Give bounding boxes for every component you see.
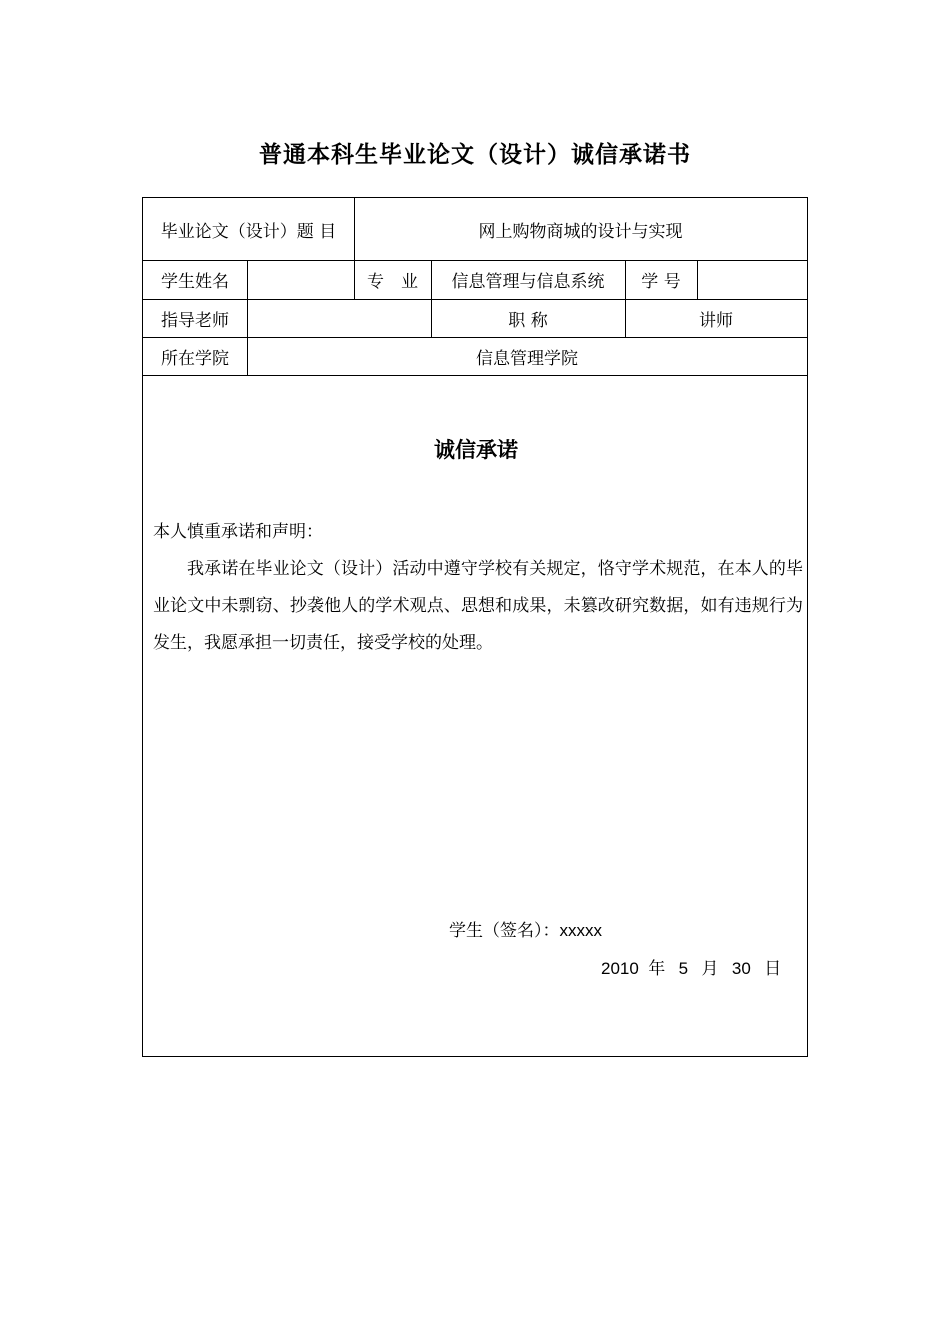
date-year[interactable]: 2010 — [601, 959, 639, 978]
date-day[interactable]: 30 — [731, 959, 751, 978]
advisor-label: 指导老师 — [161, 310, 229, 331]
student-id-field[interactable] — [697, 260, 807, 299]
date-year-unit: 年 — [648, 959, 666, 979]
signature-label: 学生（签名）： — [449, 921, 560, 941]
student-name-field[interactable] — [247, 260, 354, 299]
college-label: 所在学院 — [161, 348, 229, 369]
student-name-label: 学生姓名 — [161, 272, 229, 292]
rank-value[interactable]: 讲师 — [699, 310, 733, 331]
rank-label: 职 称 — [508, 310, 548, 331]
major-label: 专 业 — [367, 272, 418, 292]
pledge-heading: 诚信承诺 — [434, 437, 518, 462]
date-month[interactable]: 5 — [678, 959, 689, 978]
pledge-intro: 本人慎重承诺和声明： — [153, 522, 323, 542]
thesis-title-label: 毕业论文（设计）题 目 — [160, 221, 337, 242]
date-line — [601, 954, 781, 979]
thesis-title-value[interactable]: 网上购物商城的设计与实现 — [478, 221, 683, 242]
date-month-unit: 月 — [701, 959, 719, 979]
advisor-field[interactable] — [247, 299, 431, 337]
major-value[interactable]: 信息管理与信息系统 — [451, 272, 605, 292]
signature-value[interactable]: xxxxx — [559, 921, 602, 940]
document-title: 普通本科生毕业论文（设计）诚信承诺书 — [259, 142, 691, 168]
pledge-body: 我承诺在毕业论文（设计）活动中遵守学校有关规定，恪守学术规范，在本人的毕业论文中未剽窃、抄袭他人的学术观点、思想和成果，未篡改研究数据，如有违规行为发生，我愿承担一切责任，接受学校的处理。 — [153, 559, 803, 653]
college-value[interactable]: 信息管理学院 — [476, 348, 578, 369]
pledge-form — [142, 197, 808, 1057]
row-divider — [143, 375, 807, 376]
date-day-unit: 日 — [764, 959, 782, 979]
signature-line — [449, 916, 602, 941]
student-id-label: 学 号 — [641, 272, 681, 292]
